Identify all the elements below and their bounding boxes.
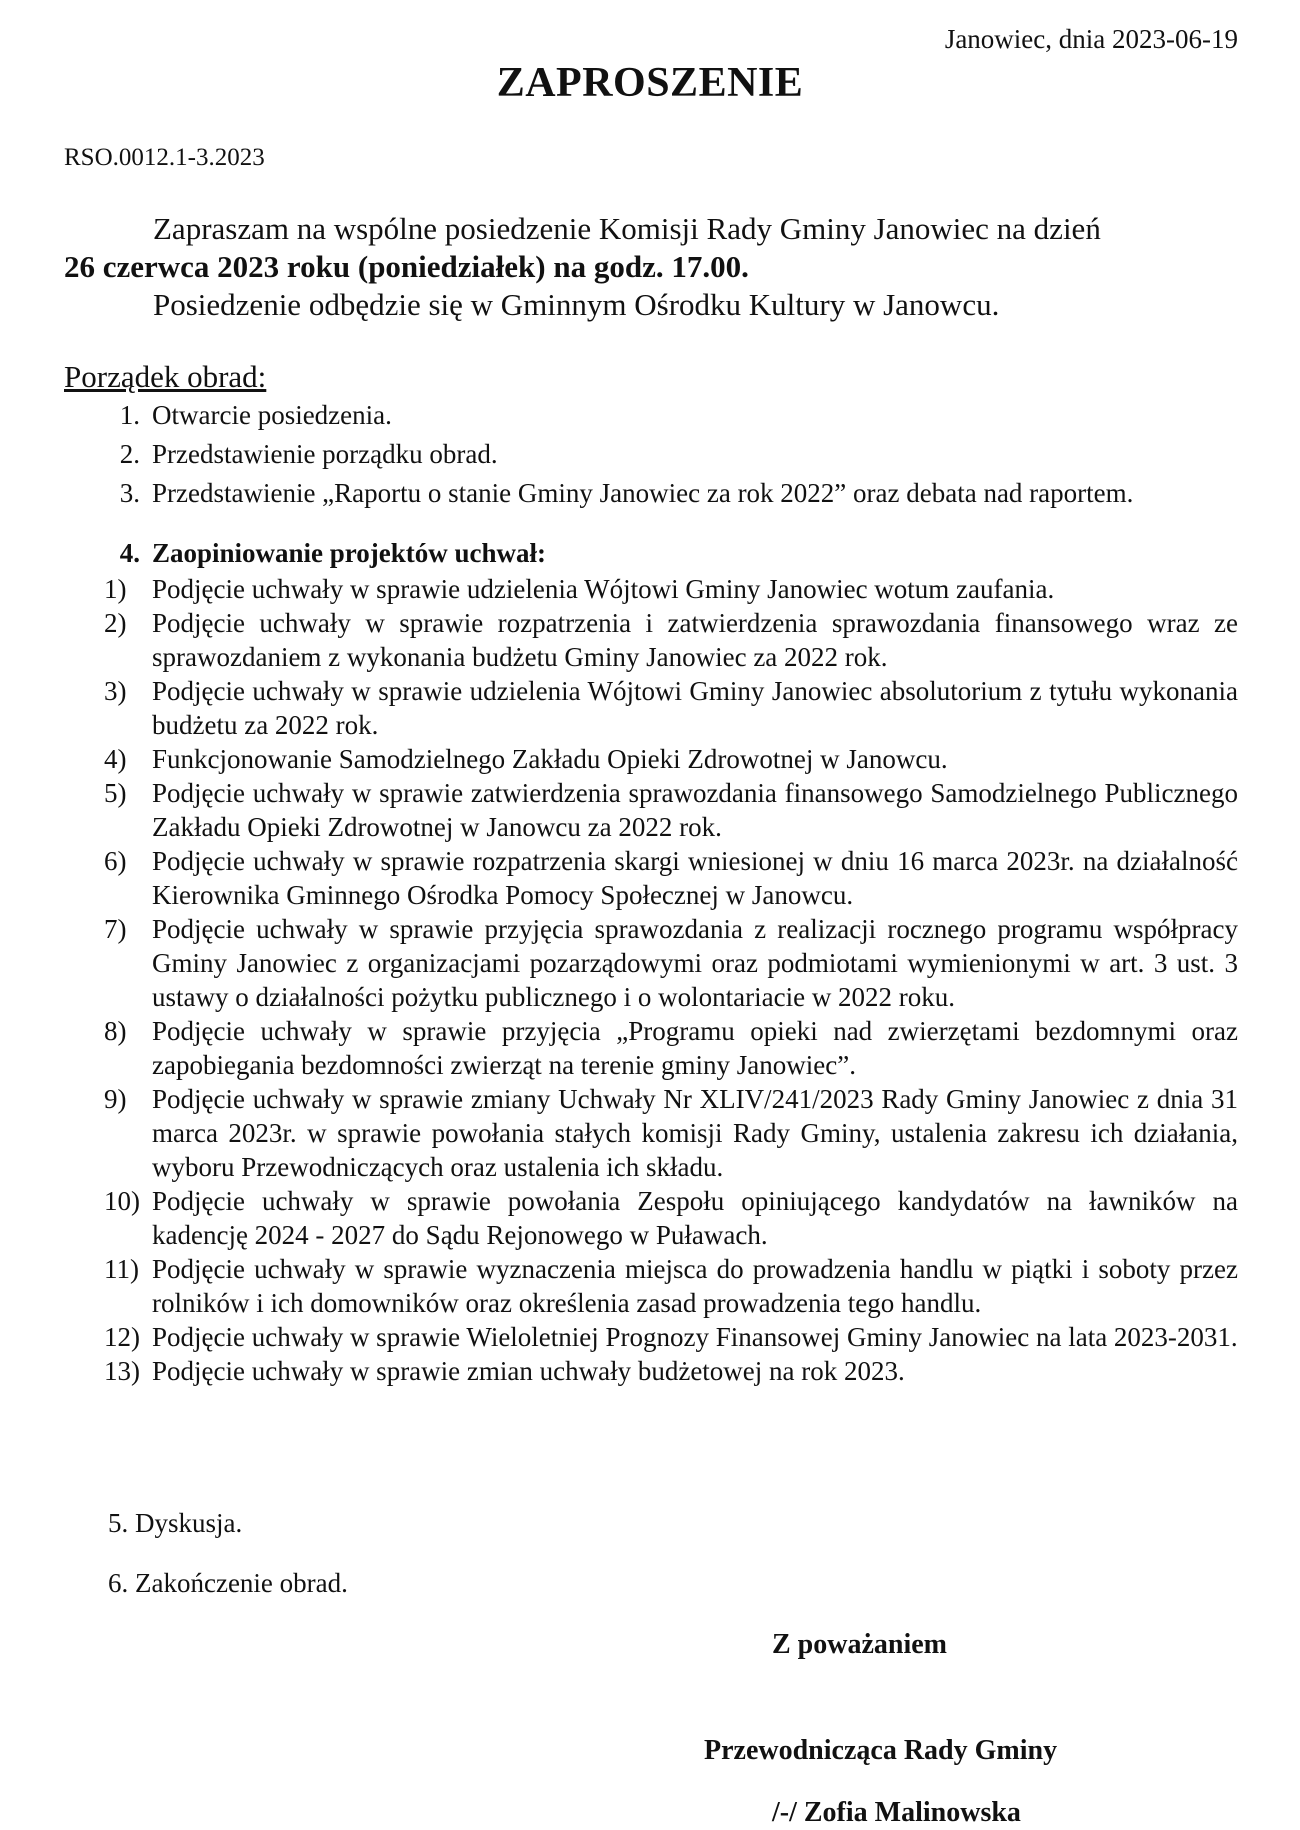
resolution-item xyxy=(64,1252,1238,1320)
resolution-item xyxy=(64,776,1238,844)
agenda-item xyxy=(64,398,1238,432)
agenda-item-text: Otwarcie posiedzenia. xyxy=(152,400,392,430)
resolution-item xyxy=(64,572,1238,606)
agenda-heading: Porządek obrad: xyxy=(64,359,267,394)
resolution-number: 13) xyxy=(104,1356,140,1386)
agenda-item-text: Zaopiniowanie projektów uchwał: xyxy=(152,538,547,568)
resolution-number: 7) xyxy=(104,914,127,944)
agenda-item xyxy=(64,536,1238,570)
resolution-text: Podjęcie uchwały w sprawie zatwierdzenia sprawozdania finansowego Samodzielnego Publicznego Zakładu Opieki Zdrowotnej w Janowcu za 2022 rok. xyxy=(152,778,1238,842)
resolution-number: 12) xyxy=(104,1322,140,1352)
signature-role: Przewodnicząca Rady Gminy xyxy=(704,1735,1058,1766)
agenda-item-discussion: 5. Dyskusja. xyxy=(108,1508,243,1538)
resolution-number: 10) xyxy=(104,1186,140,1216)
document-title: ZAPROSZENIE xyxy=(496,60,804,106)
resolution-number: 6) xyxy=(104,846,127,876)
signature-regards: Z poważaniem xyxy=(772,1629,947,1660)
resolution-text: Podjęcie uchwały w sprawie zmian uchwały budżetowej na rok 2023. xyxy=(152,1356,905,1386)
resolution-number: 11) xyxy=(104,1254,139,1284)
signature-name: /-/ Zofia Malinowska xyxy=(772,1797,1021,1828)
reference-number: RSO.0012.1-3.2023 xyxy=(64,144,265,171)
intro-line-2-date: 26 czerwca 2023 roku (poniedziałek) na godz. 17.00. xyxy=(64,249,749,284)
resolution-text: Podjęcie uchwały w sprawie wyznaczenia miejsca do prowadzenia handlu w piątki i soboty przez rolników i ich domowników oraz określenia zasad prowadzenia tego handlu. xyxy=(152,1254,1238,1318)
agenda-item-number: 3. xyxy=(119,478,140,508)
resolution-text: Podjęcie uchwały w sprawie zmiany Uchwały Nr XLIV/241/2023 Rady Gminy Janowiec z dnia 31 marca 2023r. w sprawie powołania stałych komisji Rady Gminy, ustalenia zakresu ich działania, wyboru Przewodniczących oraz ustalenia ich składu. xyxy=(152,1084,1238,1182)
document-date: Janowiec, dnia 2023-06-19 xyxy=(944,24,1238,54)
resolution-text: Podjęcie uchwały w sprawie udzielenia Wójtowi Gminy Janowiec absolutorium z tytułu wykonania budżetu za 2022 rok. xyxy=(152,676,1238,740)
agenda-list xyxy=(64,398,1238,515)
resolution-item xyxy=(64,844,1238,912)
resolution-item xyxy=(64,1082,1238,1184)
resolution-text: Podjęcie uchwały w sprawie udzielenia Wójtowi Gminy Janowiec wotum zaufania. xyxy=(152,574,1055,604)
agenda-item-closing: 6. Zakończenie obrad. xyxy=(108,1568,348,1598)
resolution-number: 4) xyxy=(104,744,127,774)
agenda-item-number: 2. xyxy=(119,439,140,469)
agenda-item xyxy=(64,437,1238,471)
resolution-text: Podjęcie uchwały w sprawie Wieloletniej Prognozy Finansowej Gminy Janowiec na lata 2023-2031. xyxy=(152,1322,1238,1352)
resolution-item xyxy=(64,606,1238,674)
resolution-item xyxy=(64,674,1238,742)
resolution-number: 3) xyxy=(104,676,127,706)
resolution-number: 2) xyxy=(104,608,127,638)
resolution-item xyxy=(64,912,1238,1014)
resolution-list xyxy=(64,572,1238,1388)
resolution-text: Podjęcie uchwały w sprawie przyjęcia „Programu opieki nad zwierzętami bezdomnymi oraz zapobiegania bezdomności zwierząt na terenie gminy Janowiec”. xyxy=(152,1016,1238,1080)
resolution-number: 5) xyxy=(104,778,127,808)
resolution-text: Podjęcie uchwały w sprawie powołania Zespołu opiniującego kandydatów na ławników na kadencję 2024 - 2027 do Sądu Rejonowego w Puławach. xyxy=(152,1186,1238,1250)
resolution-item xyxy=(64,1354,1238,1388)
agenda-item xyxy=(64,476,1238,510)
resolution-item xyxy=(64,1184,1238,1252)
agenda-item-number: 1. xyxy=(119,400,140,430)
resolution-text: Podjęcie uchwały w sprawie rozpatrzenia i zatwierdzenia sprawozdania finansowego wraz ze sprawozdaniem z wykonania budżetu Gminy Janowiec za 2022 rok. xyxy=(152,608,1238,672)
agenda-item-4 xyxy=(64,536,1238,570)
agenda-item-text: Przedstawienie „Raportu o stanie Gminy Janowiec za rok 2022” oraz debata nad raportem. xyxy=(152,478,1134,508)
resolution-text: Podjęcie uchwały w sprawie przyjęcia sprawozdania z realizacji rocznego programu współpracy Gminy Janowiec z organizacjami pozarządowymi oraz podmiotami wymienionymi w art. 3 ust. 3 ustawy o działalności pożytku publicznego i o wolontariacie w 2022 roku. xyxy=(152,914,1238,1012)
resolution-number: 9) xyxy=(104,1084,127,1114)
resolution-text: Podjęcie uchwały w sprawie rozpatrzenia skargi wniesionej w dniu 16 marca 2023r. na działalność Kierownika Gminnego Ośrodka Pomocy Społecznej w Janowcu. xyxy=(152,846,1238,910)
resolution-number: 8) xyxy=(104,1016,127,1046)
invitation-intro xyxy=(64,210,1238,324)
resolution-item xyxy=(64,742,1238,776)
agenda-item-number: 4. xyxy=(119,538,140,568)
resolution-number: 1) xyxy=(104,574,127,604)
agenda-item-text: Przedstawienie porządku obrad. xyxy=(152,439,498,469)
intro-line-1: Zapraszam na wspólne posiedzenie Komisji Rady Gminy Janowiec na dzień xyxy=(153,211,1101,246)
intro-line-3-venue: Posiedzenie odbędzie się w Gminnym Ośrodku Kultury w Janowcu. xyxy=(153,287,1000,322)
resolution-item xyxy=(64,1320,1238,1354)
resolution-item xyxy=(64,1014,1238,1082)
resolution-text: Funkcjonowanie Samodzielnego Zakładu Opieki Zdrowotnej w Janowcu. xyxy=(152,744,948,774)
